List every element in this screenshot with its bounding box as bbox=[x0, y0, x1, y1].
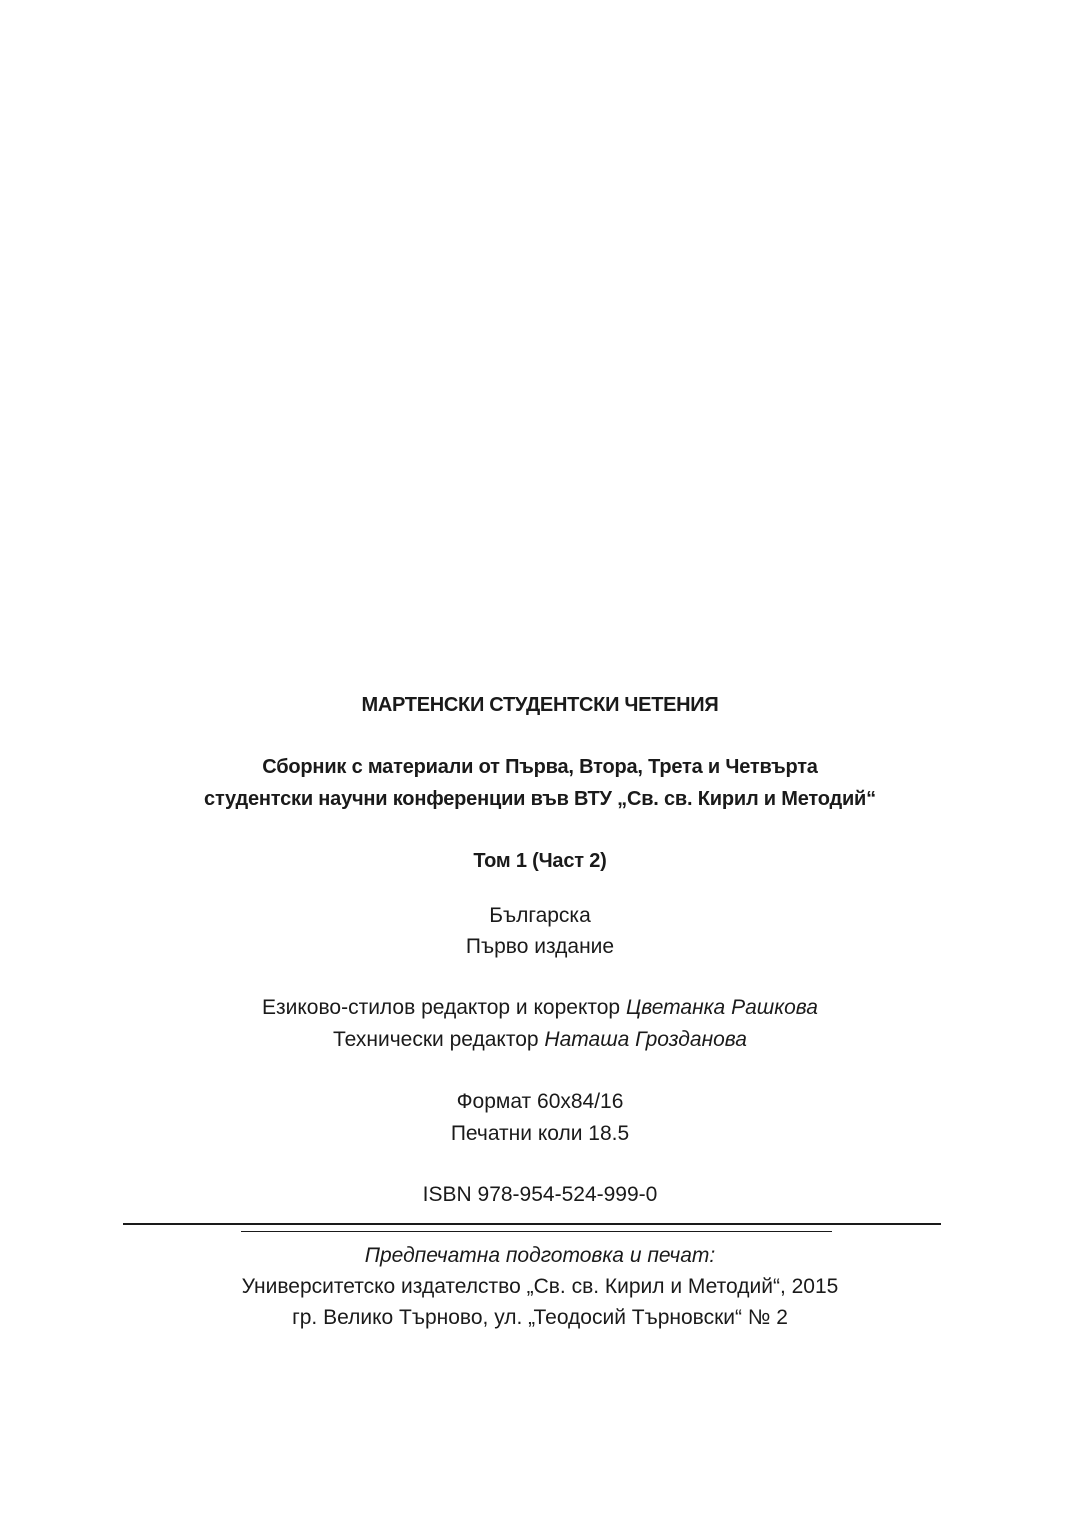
editor-name: Цветанка Рашкова bbox=[625, 996, 818, 1019]
technical-editor-credit bbox=[0, 1024, 1080, 1056]
print-sheets-label: Печатни коли 18.5 bbox=[450, 1122, 630, 1145]
publisher-line: Университетско издателство „Св. св. Кирил и Методий“, 2015 bbox=[241, 1275, 839, 1298]
volume-label: Том 1 (Част 2) bbox=[473, 850, 607, 872]
format-label: Формат 60х84/16 bbox=[456, 1090, 624, 1113]
divider-thick bbox=[123, 1223, 941, 1225]
series-title: МАРТЕНСКИ СТУДЕНТСКИ ЧЕТЕНИЯ bbox=[361, 694, 719, 716]
tech-editor-name: Наташа Грозданова bbox=[544, 1028, 747, 1051]
editor-role: Езиково-стилов редактор и коректор bbox=[262, 996, 626, 1019]
collection-description-line-2: студентски научни конференции във ВТУ „Св. св. Кирил и Методий“ bbox=[204, 788, 876, 810]
language-label: Българска bbox=[489, 904, 591, 927]
isbn-label: ISBN 978-954-524-999-0 bbox=[422, 1183, 658, 1206]
edition-label: Първо издание bbox=[465, 935, 615, 958]
language-editor-credit bbox=[0, 992, 1080, 1024]
divider-thin bbox=[241, 1231, 832, 1232]
tech-editor-role: Технически редактор bbox=[333, 1028, 545, 1051]
publisher-address: гр. Велико Търново, ул. „Теодосий Търновски“ № 2 bbox=[292, 1306, 788, 1329]
collection-description-line-1: Сборник с материали от Първа, Втора, Трета и Четвърта bbox=[262, 756, 818, 778]
prepress-label: Предпечатна подготовка и печат: bbox=[364, 1244, 716, 1267]
